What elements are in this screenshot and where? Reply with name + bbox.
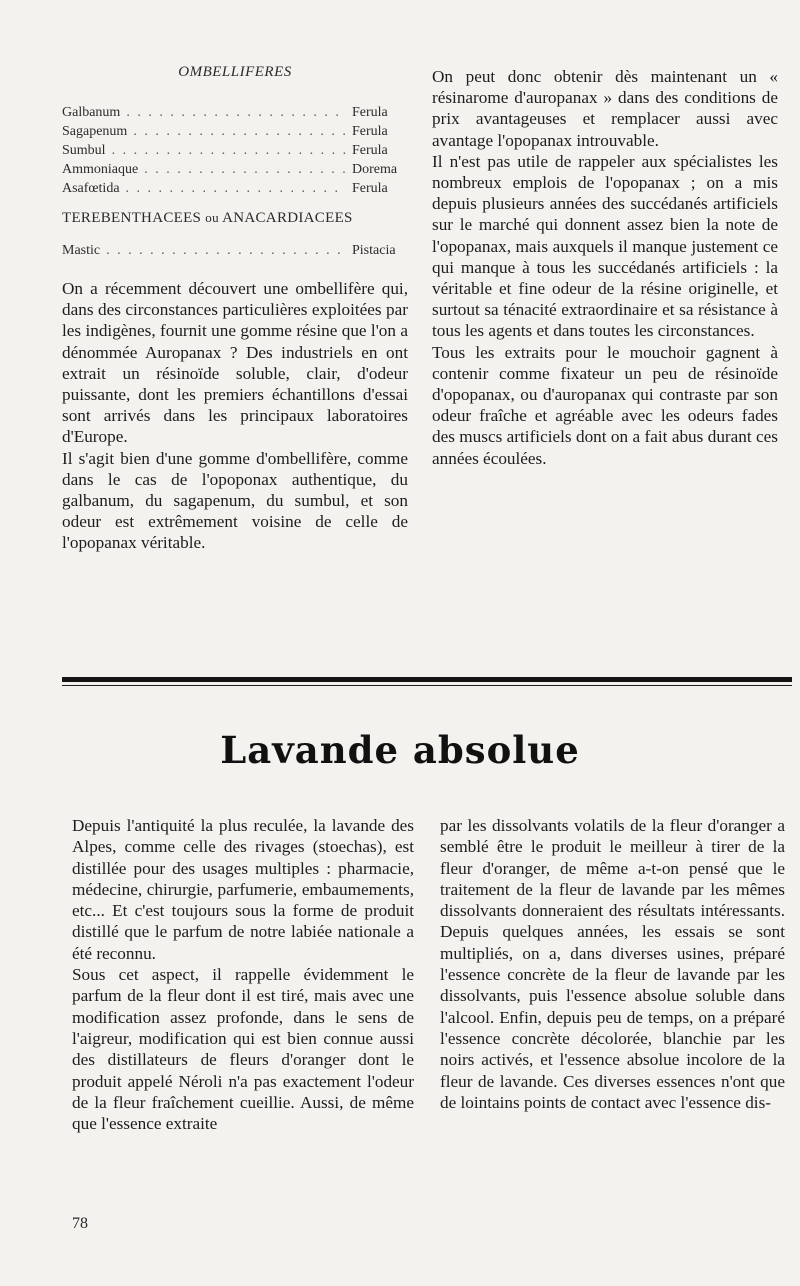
leader-dots bbox=[126, 179, 346, 198]
paragraph: On peut donc obtenir dès maintenant un « résinarome d'auropanax » dans des conditions de prix avantageuses et remplacer aussi avec avantage l'opopanax introuvable. bbox=[432, 67, 778, 150]
resin-name: Ammoniaque bbox=[62, 162, 139, 177]
resin-name: Sagapenum bbox=[62, 124, 128, 139]
genus-name: Dorema bbox=[352, 162, 398, 177]
bottom-left-body bbox=[72, 815, 414, 1134]
genus-name: Ferula bbox=[352, 124, 388, 139]
table-row bbox=[62, 160, 408, 179]
family-name-2: ANACARDIACEES bbox=[222, 210, 353, 226]
leader-dots bbox=[144, 160, 346, 179]
leader-dots bbox=[126, 103, 346, 122]
paragraph: par les dissolvants volatils de la fleur d'oranger a semblé être le produit le meilleur à tirer de la fleur d'oranger, de même a-t-on pensé que le traitement de la fleur de lavande par les mêmes dissolvants donneraient des résultats intéressants. Depuis quelques années, les essais se sont multipliés, on a, dans diverses usines, préparé l'essence concrète de la fleur de lavande par les dissolvants, puis l'essence absolue soluble dans l'alcool. Enfin, depuis peu de temps, on a préparé l'essence concrète décolorée, blanchie par les noirs activés, et l'essence absolue incolore de la fleur de lavande. Ces diverses essences n'ont que de lointains points de contact avec l'essence dis- bbox=[440, 816, 785, 1112]
paragraph: Depuis l'antiquité la plus reculée, la lavande des Alpes, comme celle des rivages (stoechas), est distillée pour des usages multiples : pharmacie, médecine, chirurgie, parfumerie, embaumements, etc... Et c'est toujours sous la forme de produit distillé que le parfum de notre labiée nationale a été reconnu. bbox=[72, 816, 414, 963]
paragraph: Sous cet aspect, il rappelle évidemment le parfum de la fleur dont il est tiré, mais avec une modification assez profonde, dans le sens de l'aigreur, modification qui est bien connue aussi des distillateurs de fleurs d'oranger dont le produit appelé Néroli n'a pas exactement l'odeur de la fleur fraîchement cueillie. Aussi, de même que l'essence extraite bbox=[72, 965, 414, 1134]
table-heading: OMBELLIFERES bbox=[178, 64, 292, 80]
paragraph: Tous les extraits pour le mouchoir gagnent à contenir comme fixateur un peu de résinoïde d'opopanax, ou d'auropanax qui contraste par son odeur fraîche et agréable avec les odeurs fades des muscs artificiels dont on a fait abus durant ces années écoulées. bbox=[432, 342, 778, 468]
genus-name: Ferula bbox=[352, 105, 388, 120]
article-title: Lavande absolue bbox=[220, 728, 580, 772]
genus-name: Pistacia bbox=[352, 243, 396, 258]
page-number: 78 bbox=[72, 1215, 88, 1232]
section-divider-thick bbox=[62, 677, 792, 682]
top-right-body bbox=[432, 66, 778, 469]
resin-name: Galbanum bbox=[62, 105, 121, 120]
resin-name: Mastic bbox=[62, 243, 101, 258]
section-divider-thin bbox=[62, 685, 792, 686]
paragraph: Il s'agit bien d'une gomme d'ombellifère, comme dans le cas de l'opoponax authentique, du galbanum, du sagapenum, du sumbul, et son odeur est extrêmement voisine de celle de l'opopanax véritable. bbox=[62, 448, 408, 553]
leader-dots bbox=[106, 241, 346, 260]
bottom-right-body bbox=[440, 815, 785, 1113]
family-heading bbox=[62, 210, 408, 227]
bottom-right-column bbox=[440, 815, 785, 1113]
resin-name: Asafœtida bbox=[62, 181, 120, 196]
top-right-column bbox=[432, 66, 778, 469]
table-row bbox=[62, 103, 408, 122]
table-row bbox=[62, 241, 408, 260]
table-row bbox=[62, 122, 408, 141]
top-left-body bbox=[62, 278, 408, 554]
leader-dots bbox=[133, 122, 346, 141]
table-row bbox=[62, 179, 408, 198]
leader-dots bbox=[112, 141, 346, 160]
resin-name: Sumbul bbox=[62, 143, 106, 158]
table-row bbox=[62, 141, 408, 160]
paragraph: Il n'est pas utile de rappeler aux spécialistes les nombreux emplois de l'opopanax ; on a mis depuis plusieurs années des succédanés artificiels sur le marché qui donnent assez bien la note de l'opopanax, mais auxquels il manque justement ce qui manque à tous les succédanés artificiels : la véritable et fine odeur de la résine originelle, et surtout sa ténacité extraordinaire et sa résistance à tous les agents et dans toutes les circonstances. bbox=[432, 151, 778, 341]
family-name-1: TEREBENTHACEES bbox=[62, 210, 202, 226]
paragraph: On a récemment découvert une ombellifère qui, dans des circonstances particulières exploitées par les indigènes, fournit une gomme résine que l'on a dénommée Auropanax ? Des industriels en ont extrait un résinoïde soluble, clair, d'odeur puissante, dont les premiers échantillons d'essai sont arrivés dans les principaux laboratoires d'Europe. bbox=[62, 279, 408, 447]
family-conjunction: ou bbox=[205, 210, 219, 225]
genus-name: Ferula bbox=[352, 143, 388, 158]
bottom-left-column bbox=[72, 815, 414, 1134]
genus-name: Ferula bbox=[352, 181, 388, 196]
top-left-column bbox=[62, 64, 408, 554]
